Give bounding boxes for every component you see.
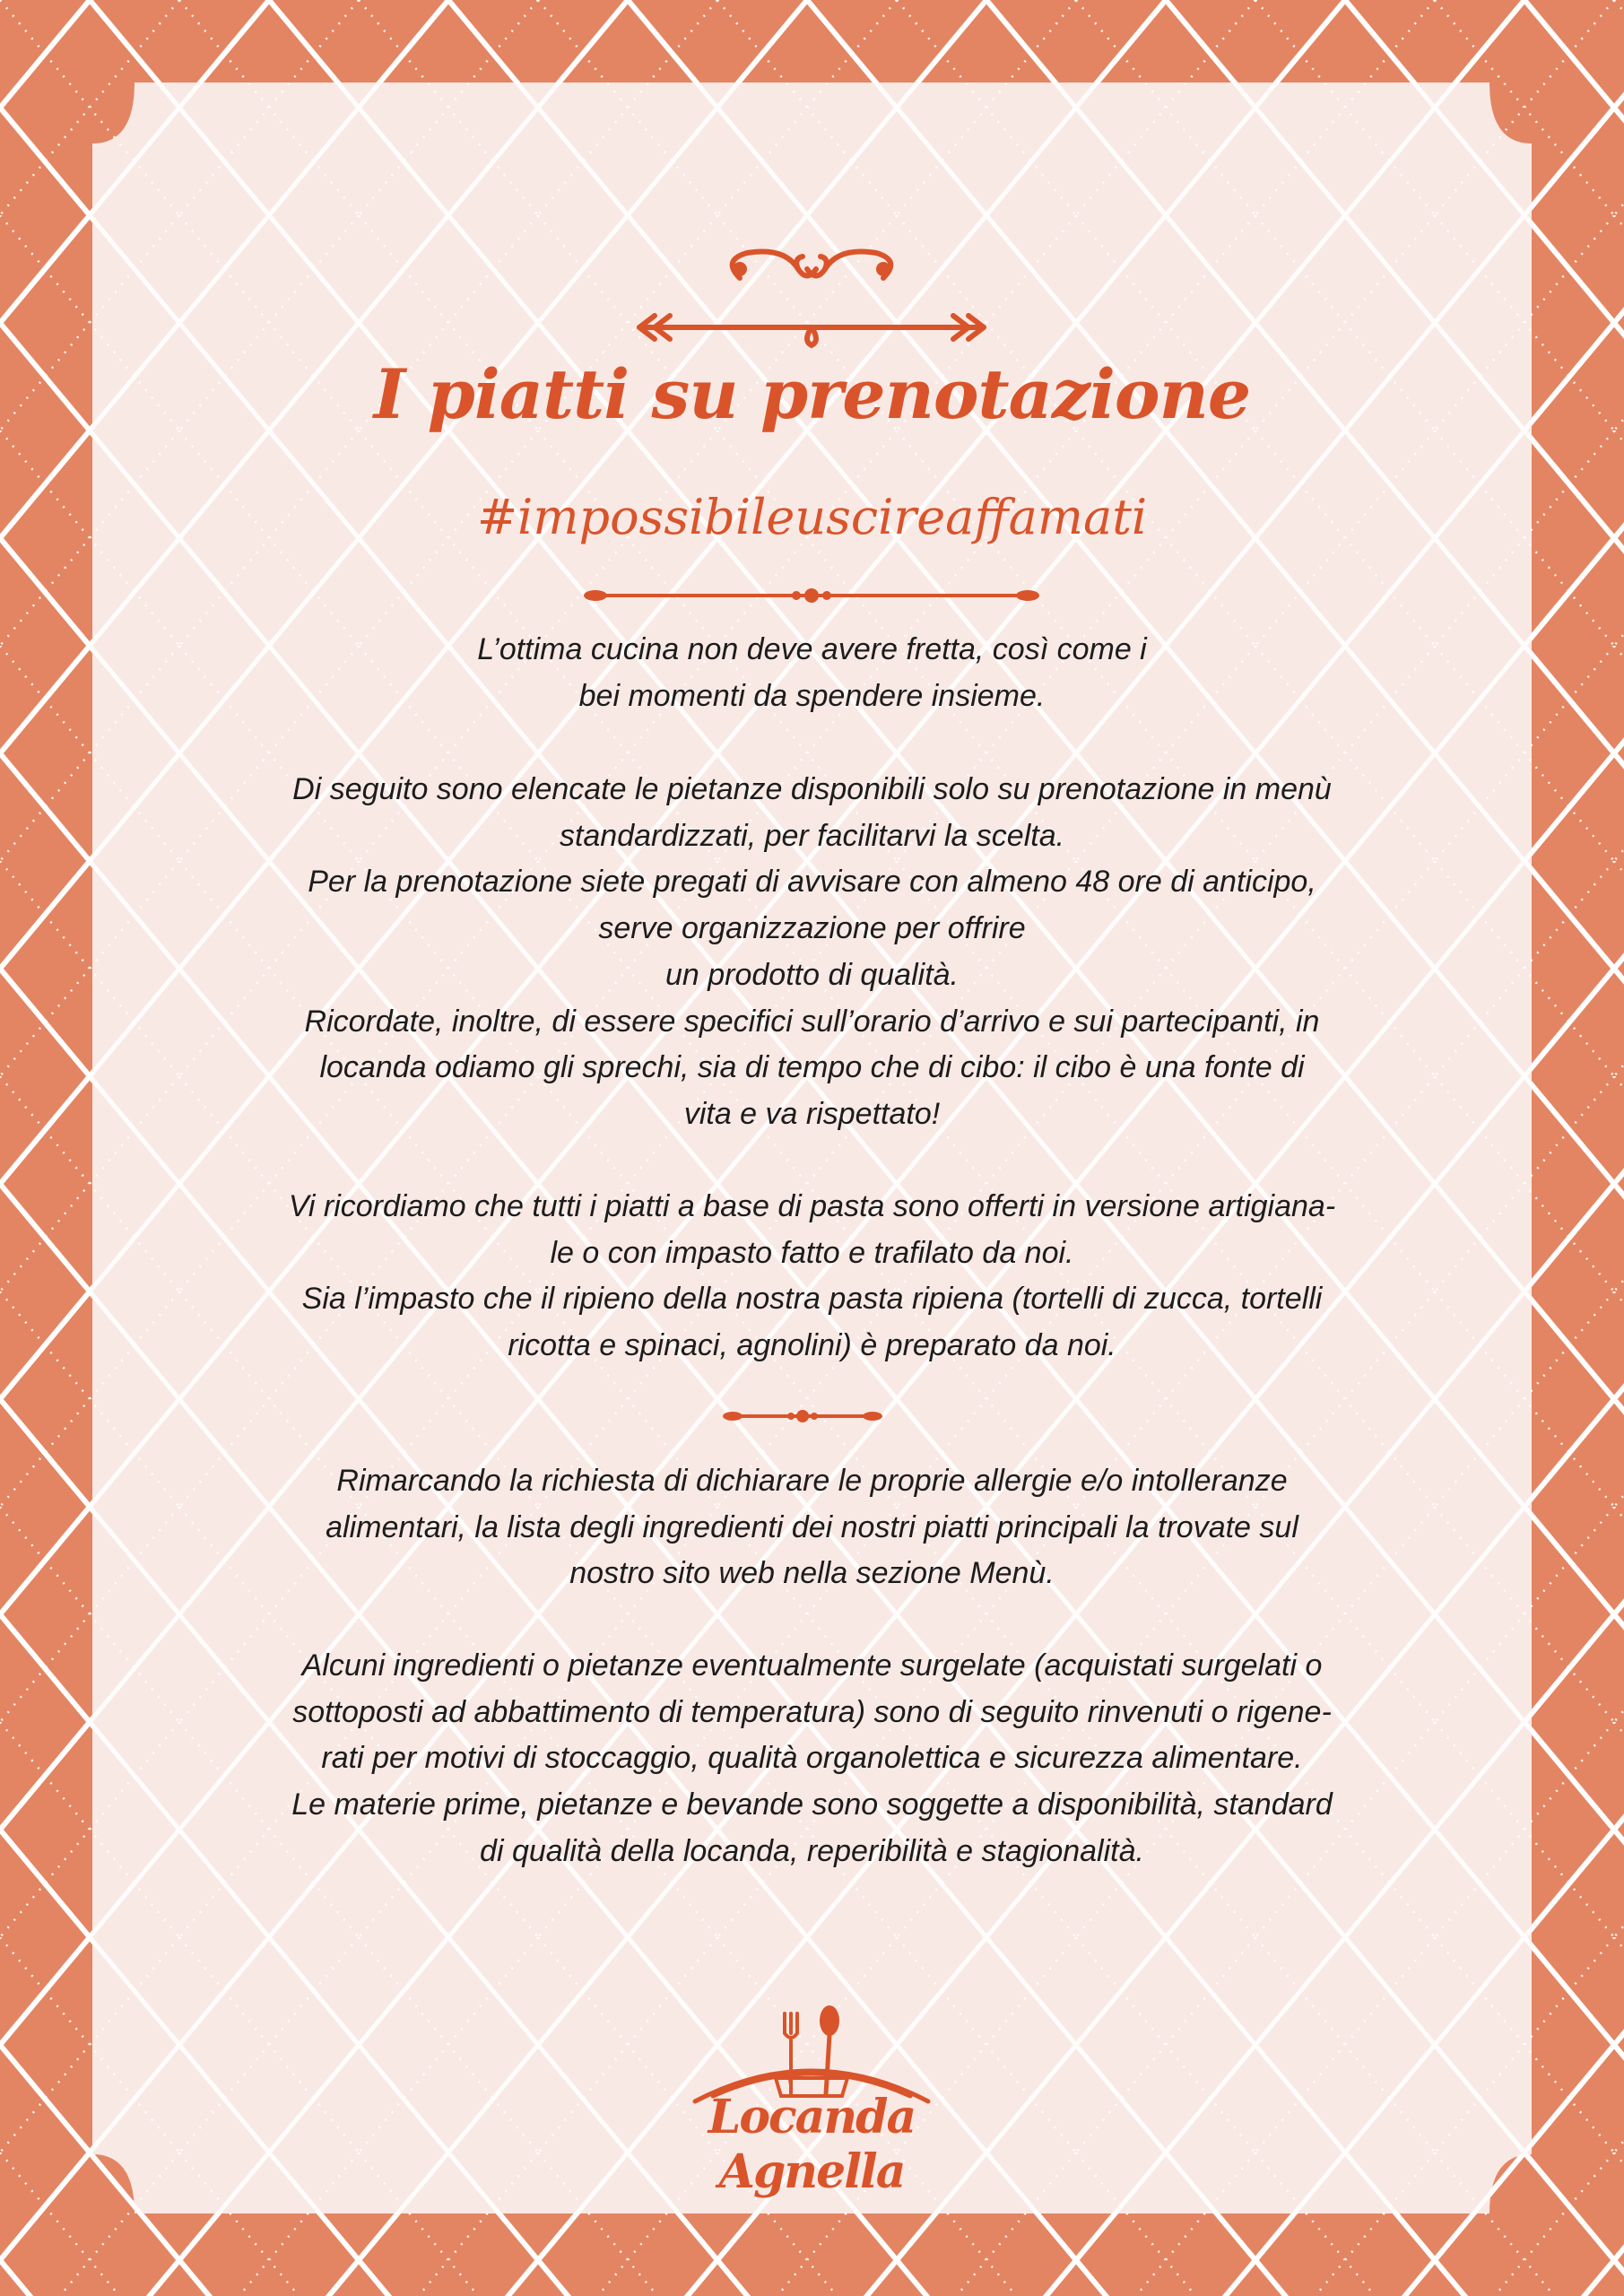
intro-text	[179, 627, 1445, 719]
text-line: Per la prenotazione siete pregati di avvisare con almeno 48 ore di anticipo,	[308, 865, 1316, 900]
pasta-info-text	[179, 1184, 1445, 1370]
intro-line: bei momenti da spendere insieme.	[578, 678, 1046, 713]
logo-name: Locanda Agnella	[708, 2090, 916, 2199]
text-line: vita e va rispettato!	[683, 1096, 941, 1131]
reservation-info-text	[179, 767, 1445, 1138]
text-line: ricotta e spinaci, agnolini) è preparato da noi.	[508, 1328, 1116, 1363]
text-line: serve organizzazione per offrire	[598, 911, 1026, 946]
text-line: Vi ricordiamo che tutti i piatti a base di pasta sono offerti in versione artigiana-	[288, 1189, 1336, 1223]
text-line: standardizzati, per facilitarvi la scelta.	[559, 818, 1065, 853]
text-line: Ricordate, inoltre, di essere specifici sull’orario d’arrivo e sui partecipanti, in	[304, 1004, 1320, 1039]
text-line: locanda odiamo gli sprechi, sia di tempo che di cibo: il cibo è una fonte di	[319, 1050, 1305, 1085]
text-line: rati per motivi di stoccaggio, qualità organolettica e sicurezza alimentare.	[321, 1741, 1303, 1776]
flourish-arrow-ornament-icon	[632, 242, 991, 368]
text-line: Le materie prime, pietanze e bevande sono soggette a disponibilità, standard	[291, 1787, 1333, 1822]
page-title: I piatti su prenotazione	[373, 354, 1251, 434]
text-line: Alcuni ingredienti o pietanze eventualmente surgelate (acquistati surgelati o	[301, 1648, 1323, 1683]
content	[179, 0, 1445, 2296]
text-line: un prodotto di qualità.	[664, 957, 960, 992]
text-line: Rimarcando la richiesta di dichiarare le proprie allergie e/o intolleranze	[336, 1464, 1288, 1498]
text-line: nostro sito web nella sezione Menù.	[569, 1556, 1055, 1591]
dotted-line-divider-icon	[583, 583, 1040, 608]
locanda-agnella-logo	[659, 1996, 964, 2199]
text-line: le o con impasto fatto e trafilato da noi.	[550, 1235, 1074, 1270]
intro-line: L’ottima cucina non deve avere fretta, così come i	[477, 632, 1147, 666]
frozen-info-text	[179, 1643, 1445, 1875]
text-line: Sia l’impasto che il ripieno della nostra pasta ripiena (tortelli di zucca, tortelli	[301, 1282, 1323, 1317]
allergy-info-text	[179, 1458, 1445, 1597]
text-line: sottoposti ad abbattimento di temperatura) sono di seguito rinvenuti o rigene-	[292, 1694, 1332, 1729]
text-line: Di seguito sono elencate le pietanze disponibili solo su prenotazione in menù	[292, 772, 1332, 806]
hashtag: #impossibileuscireaffamati	[476, 489, 1148, 545]
text-line: alimentari, la lista degli ingredienti dei nostri piatti principali la trovate sul	[326, 1509, 1298, 1544]
dotted-line-divider-icon	[722, 1405, 883, 1428]
text-line: di qualità della locanda, reperibilità e stagionalità.	[480, 1833, 1144, 1868]
